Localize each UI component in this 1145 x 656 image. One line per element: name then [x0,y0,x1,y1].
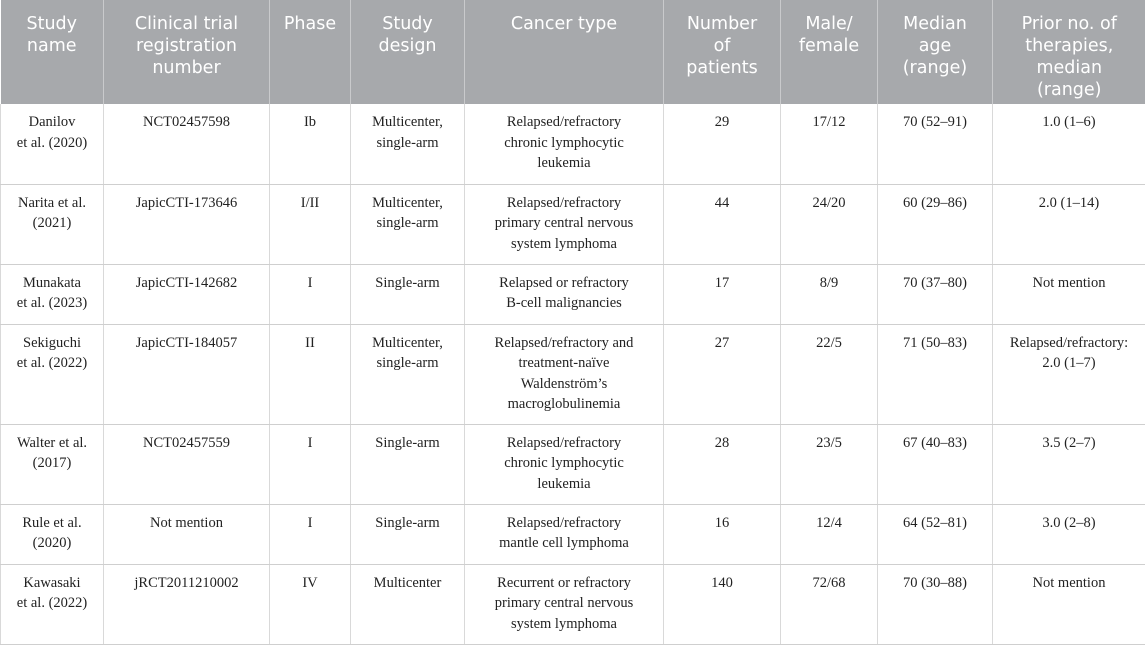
cell-study-name: Munakata et al. (2023) [1,264,104,324]
cell-median-age: 70 (37–80) [878,264,993,324]
cell-study-design: Single-arm [351,264,465,324]
cell-prior-therapies: Not mention [993,264,1145,324]
cell-registration-number: JapicCTI-184057 [104,324,270,424]
table-row [1,424,1145,504]
cell-number-of-patients: 140 [664,564,781,644]
header-registration-number: Clinical trial registration number [104,0,270,104]
table-row [1,564,1145,644]
cell-study-name: Sekiguchi et al. (2022) [1,324,104,424]
cell-male-female: 17/12 [781,104,878,184]
cell-cancer-type: Relapsed/refractory chronic lymphocytic leukemia [465,424,664,504]
cell-phase: I [270,424,351,504]
cell-registration-number: Not mention [104,504,270,564]
table-row [1,264,1145,324]
cell-male-female: 23/5 [781,424,878,504]
header-number-of-patients: Number of patients [664,0,781,104]
cell-male-female: 24/20 [781,184,878,264]
cell-study-name: Kawasaki et al. (2022) [1,564,104,644]
header-cancer-type: Cancer type [465,0,664,104]
cell-study-name: Danilov et al. (2020) [1,104,104,184]
cell-study-name: Narita et al. (2021) [1,184,104,264]
cell-male-female: 22/5 [781,324,878,424]
header-study-name: Study name [1,0,104,104]
header-phase: Phase [270,0,351,104]
header-study-design: Study design [351,0,465,104]
cell-number-of-patients: 16 [664,504,781,564]
cell-number-of-patients: 29 [664,104,781,184]
cell-study-design: Multicenter, single-arm [351,104,465,184]
cell-registration-number: NCT02457598 [104,104,270,184]
cell-male-female: 72/68 [781,564,878,644]
table-row [1,324,1145,424]
cell-median-age: 71 (50–83) [878,324,993,424]
cell-number-of-patients: 28 [664,424,781,504]
cell-study-design: Single-arm [351,424,465,504]
cell-phase: Ib [270,104,351,184]
cell-registration-number: jRCT2011210002 [104,564,270,644]
cell-male-female: 8/9 [781,264,878,324]
cell-study-design: Multicenter, single-arm [351,184,465,264]
cell-number-of-patients: 27 [664,324,781,424]
cell-phase: I [270,264,351,324]
cell-median-age: 70 (52–91) [878,104,993,184]
table-row [1,184,1145,264]
cell-phase: I/II [270,184,351,264]
cell-registration-number: JapicCTI-142682 [104,264,270,324]
cell-registration-number: NCT02457559 [104,424,270,504]
cell-cancer-type: Relapsed or refractory B-cell malignancies [465,264,664,324]
cell-study-design: Single-arm [351,504,465,564]
cell-phase: I [270,504,351,564]
cell-median-age: 70 (30–88) [878,564,993,644]
cell-median-age: 64 (52–81) [878,504,993,564]
cell-study-design: Multicenter, single-arm [351,324,465,424]
cell-cancer-type: Relapsed/refractory primary central nervous system lymphoma [465,184,664,264]
cell-prior-therapies: 3.5 (2–7) [993,424,1145,504]
cell-prior-therapies: Relapsed/refractory: 2.0 (1–7) [993,324,1145,424]
table-row [1,104,1145,184]
cell-prior-therapies: Not mention [993,564,1145,644]
cell-prior-therapies: 3.0 (2–8) [993,504,1145,564]
cell-cancer-type: Relapsed/refractory chronic lymphocytic leukemia [465,104,664,184]
cell-cancer-type: Relapsed/refractory mantle cell lymphoma [465,504,664,564]
cell-cancer-type: Recurrent or refractory primary central nervous system lymphoma [465,564,664,644]
cell-cancer-type: Relapsed/refractory and treatment-naïve Waldenström’s macroglobulinemia [465,324,664,424]
cell-number-of-patients: 17 [664,264,781,324]
cell-prior-therapies: 2.0 (1–14) [993,184,1145,264]
cell-study-name: Walter et al. (2017) [1,424,104,504]
cell-number-of-patients: 44 [664,184,781,264]
header-median-age: Median age (range) [878,0,993,104]
cell-study-name: Rule et al. (2020) [1,504,104,564]
cell-median-age: 60 (29–86) [878,184,993,264]
cell-phase: IV [270,564,351,644]
cell-prior-therapies: 1.0 (1–6) [993,104,1145,184]
header-row [1,0,1145,104]
header-male-female: Male/ female [781,0,878,104]
table-row [1,504,1145,564]
cell-male-female: 12/4 [781,504,878,564]
cell-median-age: 67 (40–83) [878,424,993,504]
cell-phase: II [270,324,351,424]
cell-registration-number: JapicCTI-173646 [104,184,270,264]
cell-study-design: Multicenter [351,564,465,644]
header-prior-therapies: Prior no. of therapies, median (range) [993,0,1145,104]
